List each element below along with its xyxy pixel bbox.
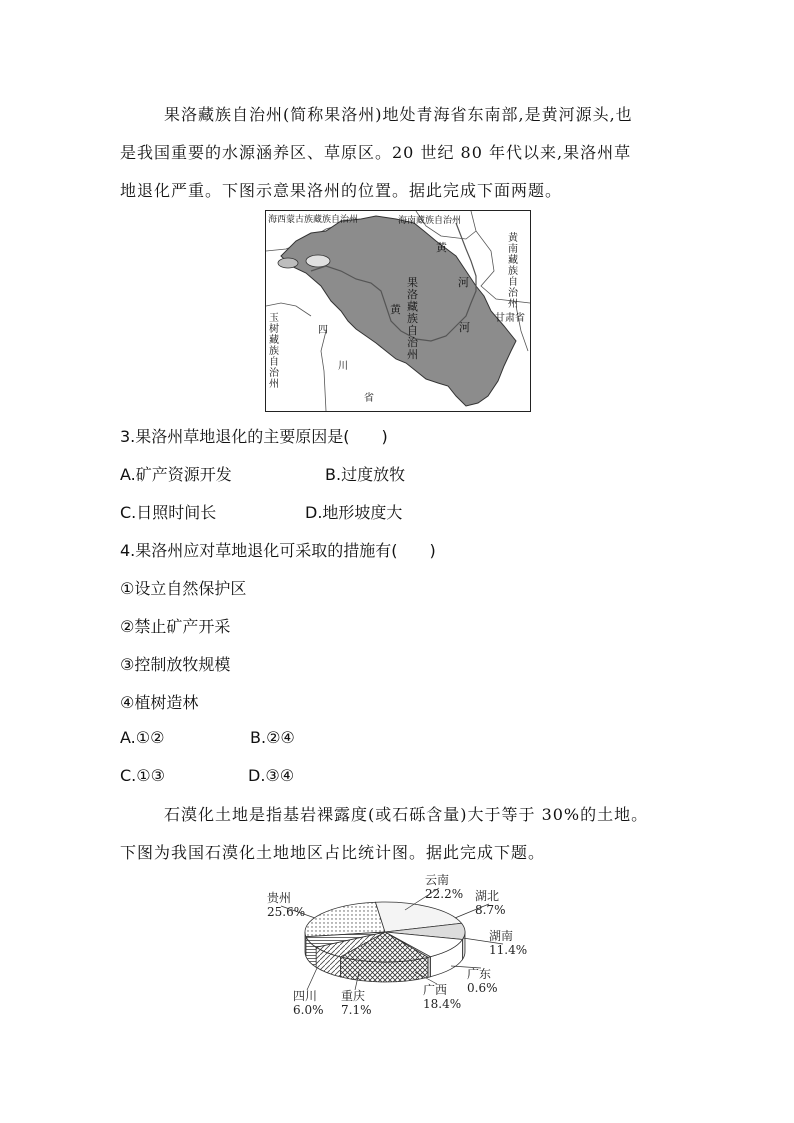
q4-option-c[interactable]: C.①③ <box>120 766 165 785</box>
map-label-yushu-char: 树 <box>269 324 279 335</box>
pie-label-value: 11.4% <box>489 943 528 957</box>
map-label-huangnan <box>508 231 519 310</box>
map-label-huangnan-char: 治 <box>508 288 518 299</box>
lake-shape <box>278 258 298 268</box>
map-river-char-4: 河 <box>459 321 470 334</box>
question-4-stem: 4.果洛州应对草地退化可采取的措施有( ) <box>120 541 436 560</box>
passage-1-line-3: 地退化严重。下图示意果洛州的位置。据此完成下面两题。 <box>120 181 563 200</box>
map-label-guoluo-char: 自 <box>407 324 418 337</box>
map-label-yushu-char: 治 <box>269 368 279 379</box>
q3-option-d[interactable]: D.地形坡度大 <box>305 503 403 522</box>
q4-item-1: ①设立自然保护区 <box>120 579 247 598</box>
pie-label-name: 湖南 <box>489 929 514 943</box>
pie-label-name: 贵州 <box>267 891 292 905</box>
passage-2 <box>120 796 680 872</box>
map-label-yushu-char: 自 <box>269 357 279 368</box>
pie-label-name: 广东 <box>467 967 492 981</box>
map-label-guoluo <box>407 276 419 361</box>
pie-label-value: 22.2% <box>425 887 464 901</box>
rocky-desertification-pie-chart <box>255 870 555 1020</box>
map-label-huangnan-char: 南 <box>508 244 518 255</box>
guoluo-location-map <box>265 210 531 412</box>
boundary-line <box>471 211 530 303</box>
pie-label-name: 四川 <box>293 989 318 1003</box>
map-label-guoluo-char: 治 <box>407 336 418 349</box>
pie-leader-line <box>307 968 317 990</box>
passage-1-line-2: 是我国重要的水源涵养区、草原区。20 世纪 80 年代以来,果洛州草 <box>120 143 632 162</box>
map-label-haixi: 海西蒙古族藏族自治州 <box>268 215 359 225</box>
q4-option-b[interactable]: B.②④ <box>250 728 295 747</box>
pie-label-value: 0.6% <box>467 981 498 995</box>
map-label-hainan: 海南藏族自治州 <box>398 216 462 226</box>
passage-1 <box>120 96 680 210</box>
map-label-yushu-char: 州 <box>269 379 279 390</box>
map-river-char-1: 黄 <box>436 241 447 254</box>
pie-label-value: 7.1% <box>341 1003 372 1017</box>
q4-item-3: ③控制放牧规模 <box>120 655 231 674</box>
map-label-huangnan-char: 州 <box>508 299 518 310</box>
pie-label-name: 重庆 <box>341 989 366 1003</box>
lake-shape <box>306 255 330 267</box>
boundary-line <box>321 331 326 411</box>
map-label-sichuan-2: 川 <box>338 361 348 372</box>
map-label-huangnan-char: 黄 <box>508 233 518 244</box>
pie-label-name: 广西 <box>423 983 448 997</box>
pie-label-value: 6.0% <box>293 1003 324 1017</box>
map-label-guoluo-char: 州 <box>407 348 418 361</box>
map-river-char-2: 河 <box>458 276 469 289</box>
map-svg <box>266 211 530 411</box>
map-label-yushu-char: 玉 <box>269 313 279 324</box>
pie-slice-贵州 <box>305 902 385 936</box>
q4-option-a[interactable]: A.①② <box>120 728 165 747</box>
pie-chart-svg <box>255 870 555 1020</box>
map-label-yushu <box>269 312 280 390</box>
q3-option-b[interactable]: B.过度放牧 <box>325 465 406 484</box>
q3-option-a[interactable]: A.矿产资源开发 <box>120 465 232 484</box>
map-label-huangnan-char: 自 <box>508 277 518 288</box>
pie-label-value: 25.6% <box>267 905 306 919</box>
q3-option-c[interactable]: C.日照时间长 <box>120 503 217 522</box>
pie-label-name: 云南 <box>425 873 450 887</box>
question-3-stem: 3.果洛州草地退化的主要原因是( ) <box>120 427 388 446</box>
map-label-sichuan-3: 省 <box>364 393 374 404</box>
map-label-guoluo-char: 藏 <box>407 300 418 313</box>
pie-label-name: 湖北 <box>475 889 500 903</box>
map-river-char-3: 黄 <box>390 303 401 316</box>
passage-1-line-1: 果洛藏族自治州(简称果洛州)地处青海省东南部,是黄河源头,也 <box>164 105 633 124</box>
map-label-guoluo-char: 果 <box>407 276 418 289</box>
passage-2-line-1: 石漠化土地是指基岩裸露度(或石砾含量)大于等于 30%的土地。 <box>164 805 649 824</box>
map-label-gansu: 甘肃省 <box>495 313 525 324</box>
q4-item-4: ④植树造林 <box>120 693 199 712</box>
pie-tops <box>305 902 465 962</box>
q4-option-d[interactable]: D.③④ <box>248 766 295 785</box>
map-label-yushu-char: 族 <box>269 346 279 357</box>
map-label-huangnan-char: 族 <box>508 266 518 277</box>
map-label-yushu-char: 藏 <box>269 335 279 346</box>
pie-label-value: 18.4% <box>423 997 462 1011</box>
map-label-guoluo-char: 族 <box>407 312 418 325</box>
pie-label-value: 8.7% <box>475 903 506 917</box>
map-label-guoluo-char: 洛 <box>407 288 418 301</box>
map-label-huangnan-char: 藏 <box>508 255 518 266</box>
map-label-sichuan-1: 四 <box>318 325 328 336</box>
q4-item-2: ②禁止矿产开采 <box>120 617 231 636</box>
passage-2-line-2: 下图为我国石漠化土地地区占比统计图。据此完成下题。 <box>120 843 546 862</box>
